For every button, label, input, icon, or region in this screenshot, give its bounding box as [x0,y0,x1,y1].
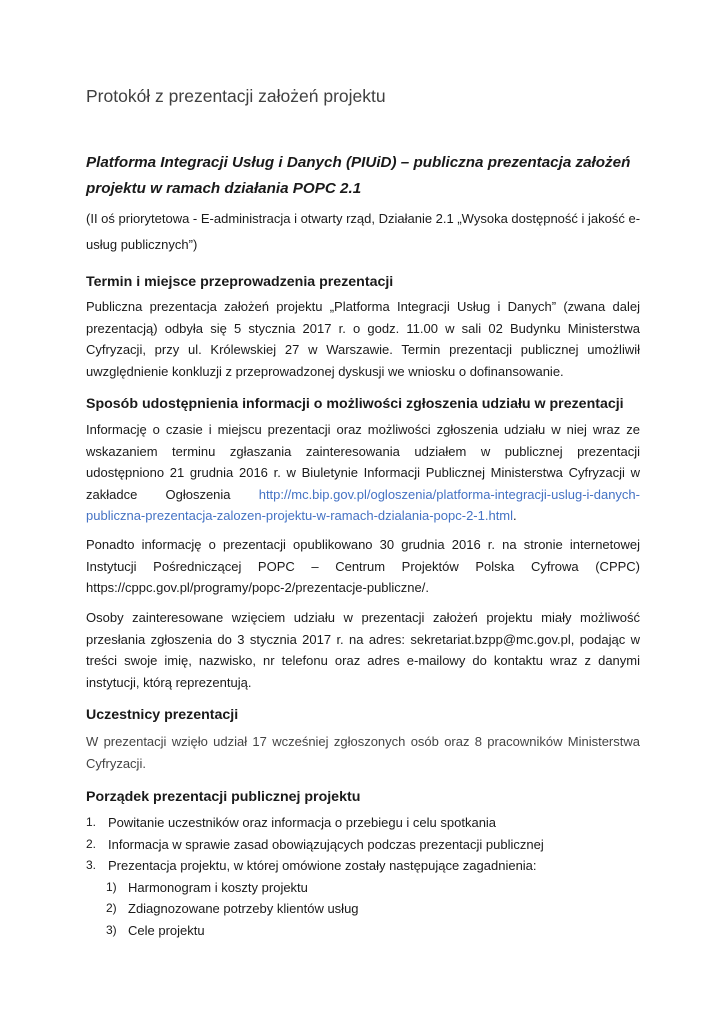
project-title: Platforma Integracji Usług i Danych (PIUiD) – publiczna prezentacja założeń projektu w ramach działania POPC 2.1 [86,154,631,197]
sublist-item-text: Zdiagnozowane potrzeby klientów usług [128,901,359,917]
sublist-item [86,898,646,920]
sublist-item [86,877,646,899]
list-item-text: Prezentacja projektu, w której omówione zostały następujące zagadnienia: [108,858,537,874]
paragraph-sposob-1-end: . [513,508,517,523]
heading-termin: Termin i miejsce przeprowadzenia prezentacji [86,274,394,290]
paragraph-termin: Publiczna prezentacja założeń projektu „Platforma Integracji Usług i Danych” (zwana dalej prezentacją) odbyła się 5 stycznia 2017 r. o godz. 11.00 w sali 02 Budynku Ministerstwa Cyfryzacji, przy ul. Królewskiej 27 w Warszawie. Termin prezentacji publicznej umożliwił uwzględnienie konkluzji z przeprowadzonej dyskusji we wniosku o dofinansowanie. [86,299,640,379]
sublist-item-number: 1) [106,879,117,894]
list-item-number: 3. [86,858,97,873]
sublist-item [86,920,646,942]
list-item [86,834,646,856]
list-item-text: Informacja w sprawie zasad obowiązujących podczas prezentacji publicznej [108,836,544,852]
paragraph-sposob-1 [86,419,640,527]
paragraph-sposob-3: Osoby zainteresowane wzięciem udziału w prezentacji założeń projektu miały możliwość przesłania zgłoszenia do 3 stycznia 2017 r. na adres: sekretariat.bzpp@mc.gov.pl, podając w treści swoje imię, nazwisko, nr telefonu oraz adres e-mailowy do kontaktu wraz z danymi instytucji, którą reprezentują. [86,610,640,690]
sublist-item-number: 3) [106,922,117,937]
list-item [86,855,646,877]
heading-porzadek: Porządek prezentacji publicznej projektu [86,789,361,805]
paragraph-sposob-2: Ponadto informację o prezentacji opublikowano 30 grudnia 2016 r. na stronie internetowej Instytucji Pośredniczącej POPC – Centrum Projektów Polska Cyfrowa (CPPC) https://cppc.gov.pl/programy/popc-2/prezentacje-publiczne/. [86,537,640,595]
sublist-item-text: Cele projektu [128,922,205,938]
list-item-number: 2. [86,836,97,851]
agenda-list [86,812,646,942]
list-item-text: Powitanie uczestników oraz informacja o przebiegu i celu spotkania [108,815,497,830]
paragraph-uczestnicy: W prezentacji wzięło udział 17 wcześniej zgłoszonych osób oraz 8 pracowników Ministerstwa Cyfryzacji. [86,734,640,771]
paragraph-sposob-1-text: Informację o czasie i miejscu prezentacji oraz możliwości zgłoszenia udziału w niej wraz ze wskazaniem terminu zgłaszania zainteresowania udziałem w publicznej prezentacji udostępniono 21 grudnia 2016 r. w Biuletynie Informacji Publicznej Ministerstwa Cyfryzacji w zakładce Ogłoszenia [86,422,640,502]
list-item [86,812,646,834]
sublist-item-number: 2) [106,901,117,916]
project-subtitle: (II oś priorytetowa - E-administracja i otwarty rząd, Działanie 2.1 „Wysoka dostępność i jakość e-usług publicznych”) [86,211,641,252]
document-title: Protokół z prezentacji założeń projektu [86,86,386,106]
bip-link[interactable]: http://mc.bip.gov.pl/ogloszenia/platforma-integracji-uslug-i-danych-publiczna-prezentacja-zalozen-projektu-w-ramach-dzialania-popc-2-1.html [86,486,640,523]
list-item-number: 1. [86,815,97,829]
heading-uczestnicy: Uczestnicy prezentacji [86,707,239,723]
heading-sposob: Sposób udostępnienia informacji o możliwości zgłoszenia udziału w prezentacji [86,396,624,412]
sublist-item-text: Harmonogram i koszty projektu [128,879,308,895]
